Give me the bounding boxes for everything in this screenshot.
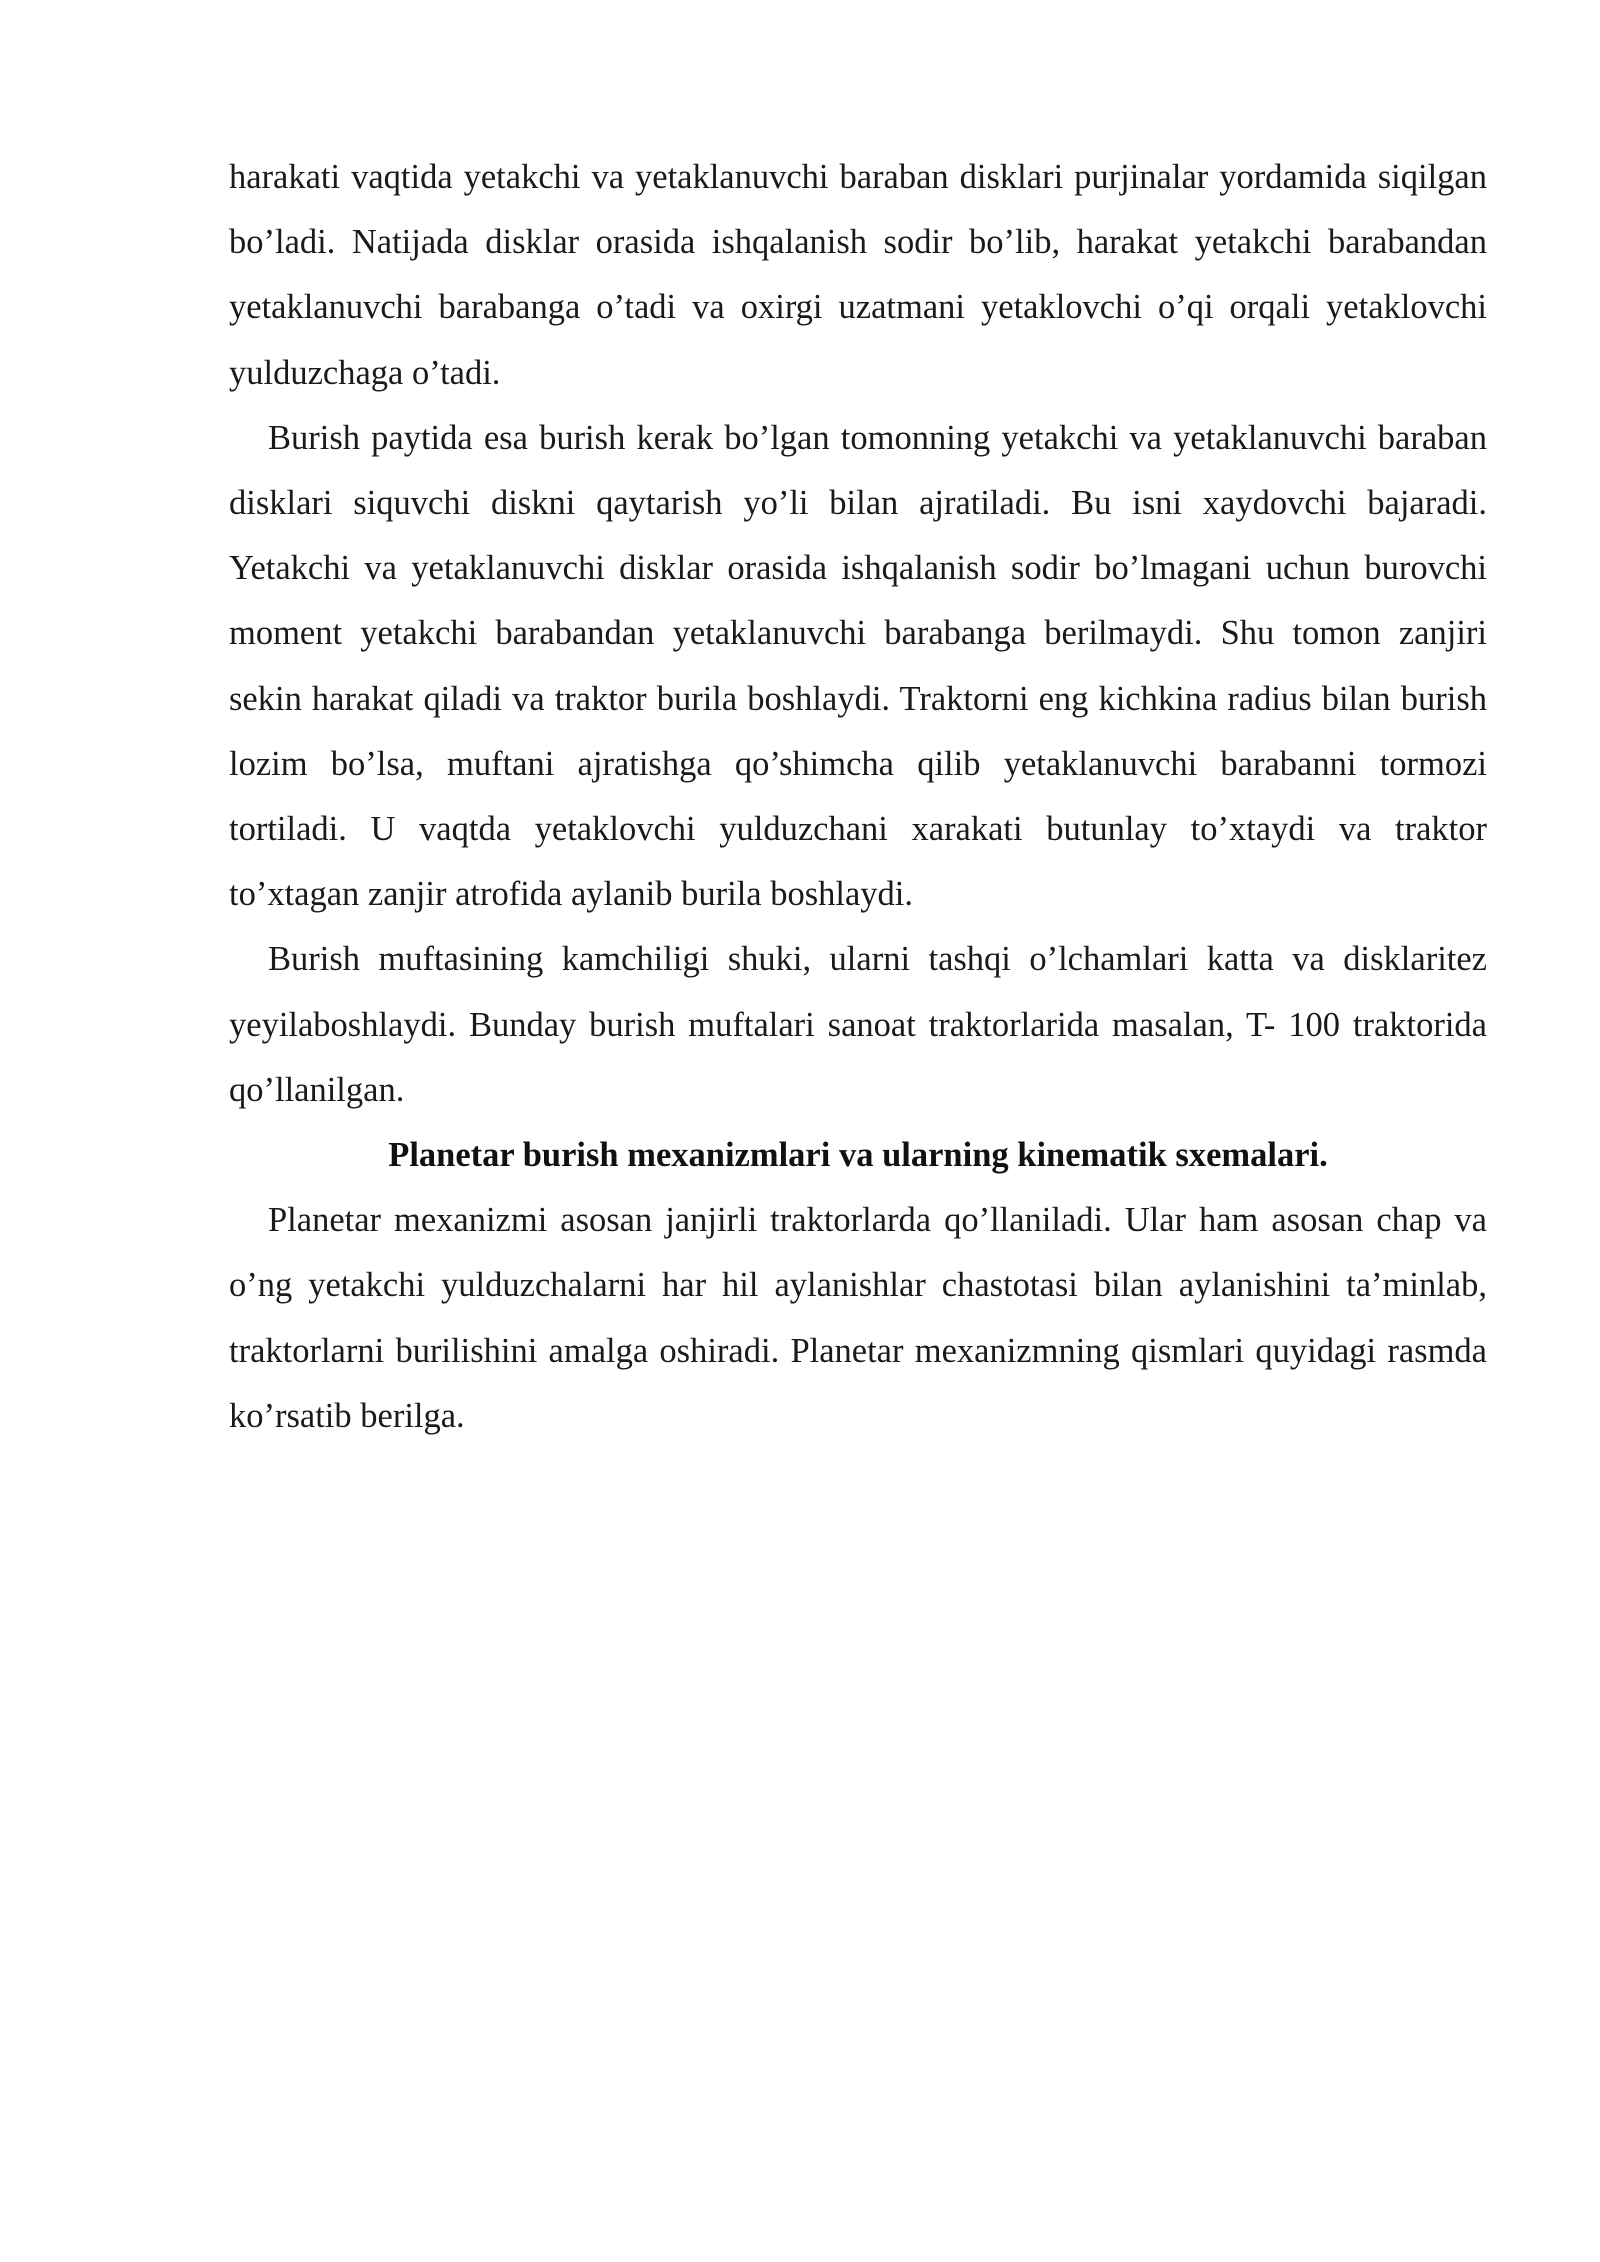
paragraph-continuation: harakati vaqtida yetakchi va yetaklanuvchi baraban disklari purjinalar yordamida siqilgan bo’ladi. Natijada disklar orasida ishqalanish sodir bo’lib, harakat yetakchi barabandan yetaklanuvchi barabanga o’tadi va oxirgi uzatmani yetaklovchi o’qi orqali yetaklovchi yulduzchaga o’tadi. xyxy=(229,158,1487,392)
page-body xyxy=(229,145,1487,1449)
paragraph-planetar-mexanizmi: Planetar mexanizmi asosan janjirli traktorlarda qo’llaniladi. Ular ham asosan chap va o’ng yetakchi yulduzchalarni har hil aylanishlar chastotasi bilan aylanishini ta’minlab, traktorlarni burilishini amalga oshiradi. Planetar mexanizmning qismlari quyidagi rasmda ko’rsatib berilga. xyxy=(229,1201,1487,1435)
section-heading: Planetar burish mexanizmlari va ularning kinematik sxemalari. xyxy=(388,1136,1328,1175)
paragraph-burish-paytida: Burish paytida esa burish kerak bo’lgan tomonning yetakchi va yetaklanuvchi baraban disklari siquvchi diskni qaytarish yo’li bilan ajratiladi. Bu isni xaydovchi bajaradi. Yetakchi va yetaklanuvchi disklar orasida ishqalanish sodir bo’lmagani uchun burovchi moment yetakchi barabandan yetaklanuvchi barabanga berilmaydi. Shu tomon zanjiri sekin harakat qiladi va traktor burila boshlaydi. Traktorni eng kichkina radius bilan burish lozim bo’lsa, muftani ajratishga qo’shimcha qilib yetaklanuvchi barabanni tormozi tortiladi. U vaqtda yetaklovchi yulduzchani xarakati butunlay to’xtaydi va traktor to’xtagan zanjir atrofida aylanib burila boshlaydi. xyxy=(229,418,1487,914)
paragraph-muftasining-kamchiligi: Burish muftasining kamchiligi shuki, ularni tashqi o’lchamlari katta va disklaritez yeyilaboshlaydi. Bunday burish muftalari sanoat traktorlarida masalan, T- 100 traktorida qo’llanilgan. xyxy=(229,940,1487,1109)
